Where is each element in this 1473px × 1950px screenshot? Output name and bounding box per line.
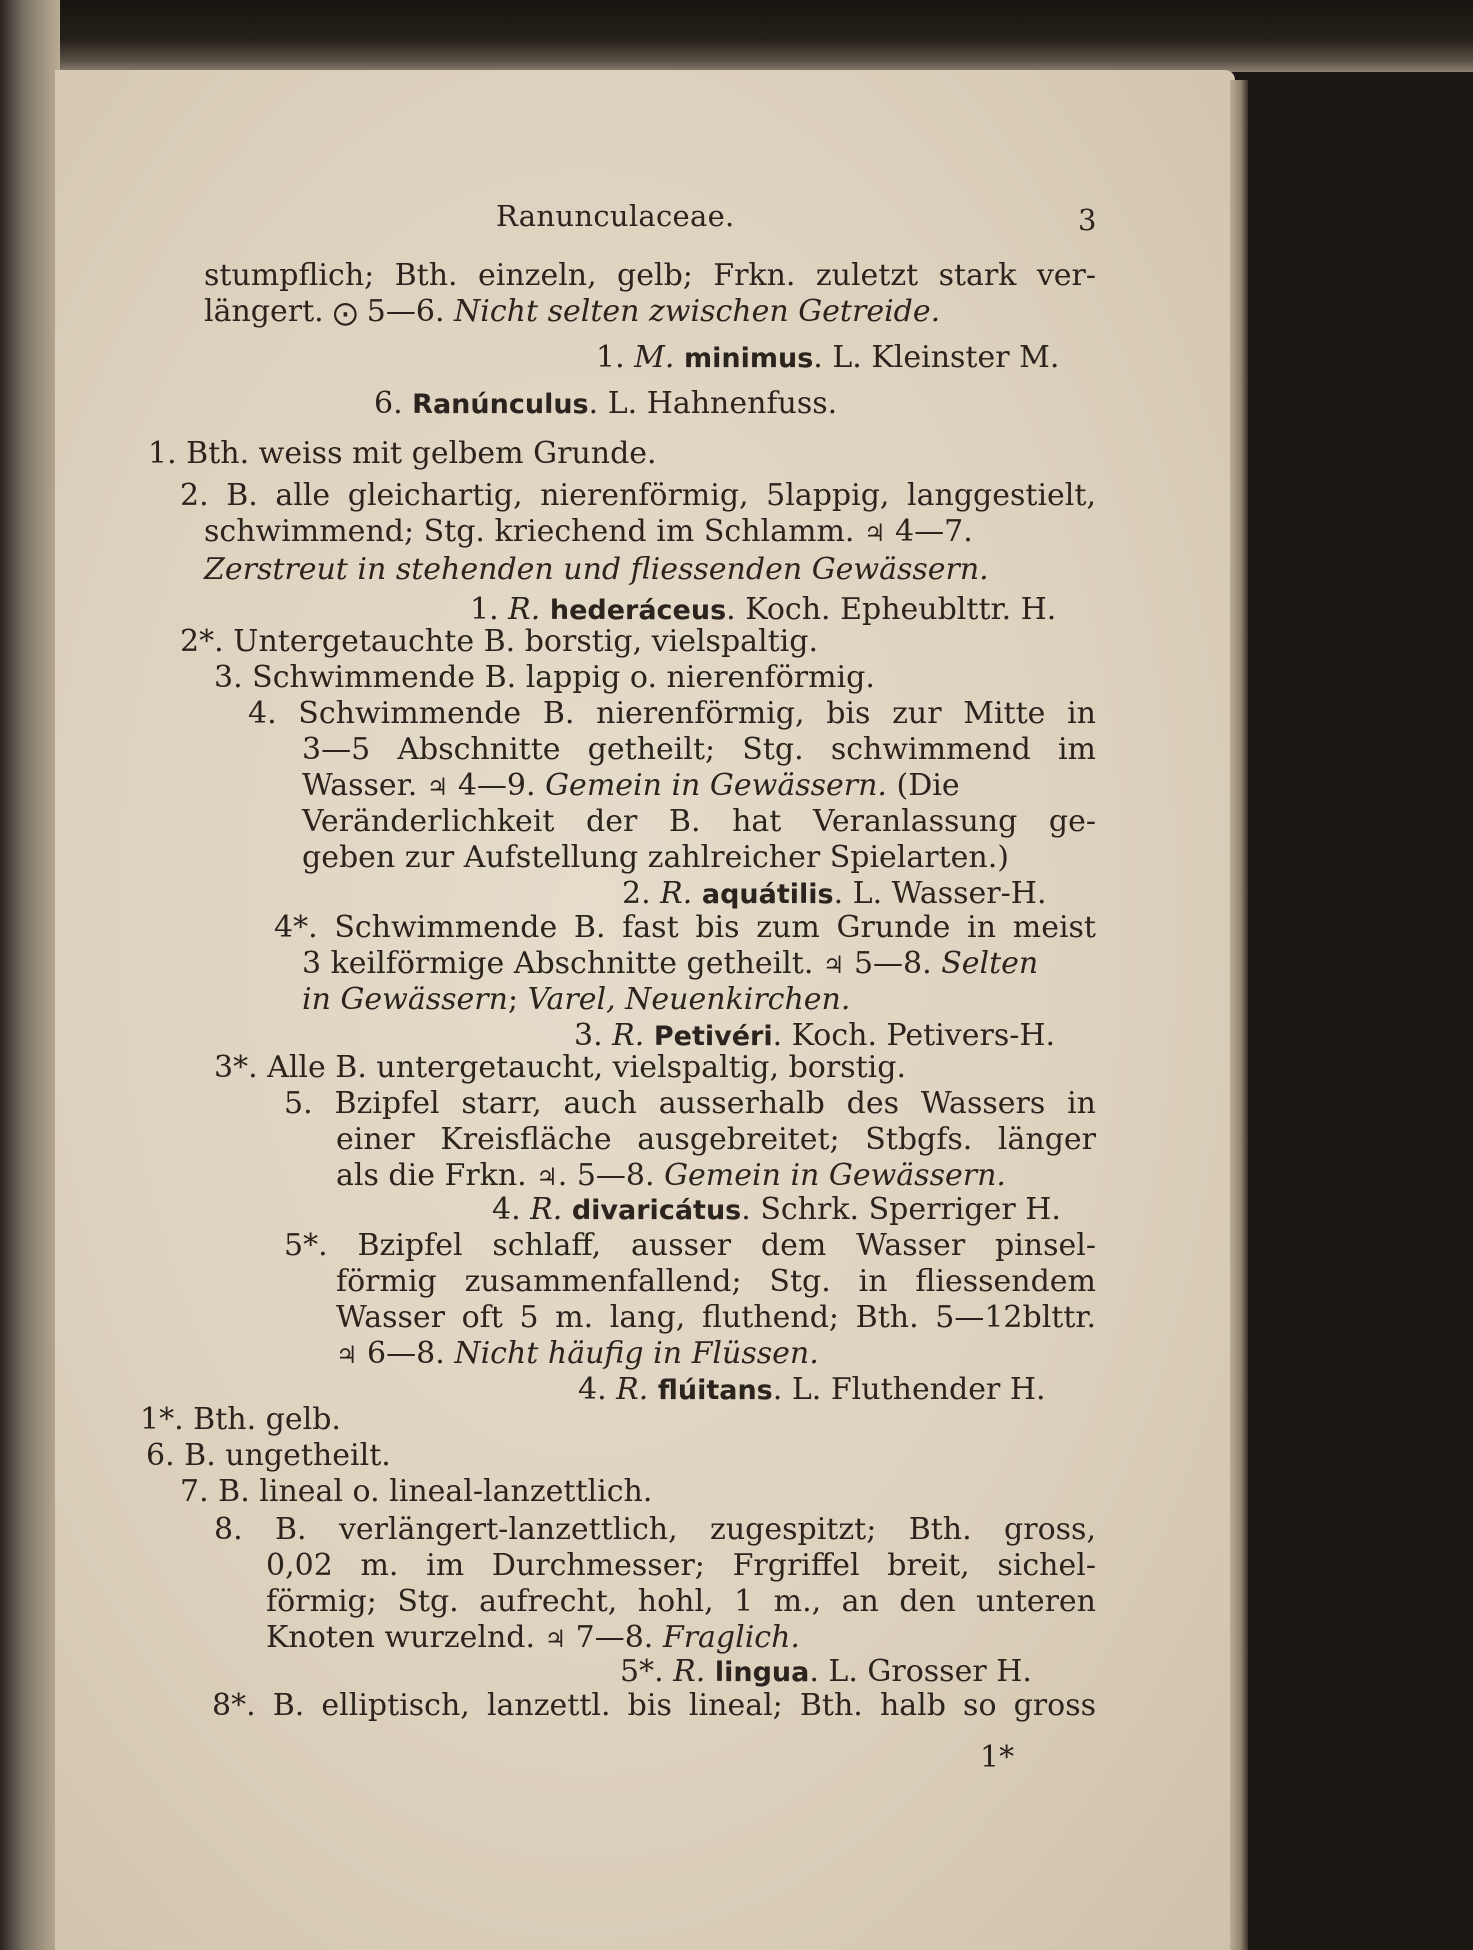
habitat-note: in Gewässern (302, 982, 508, 1017)
text-span: . L. Wasser-H. (833, 876, 1047, 911)
genus-abbrev: R. (673, 1654, 706, 1689)
text-line (204, 294, 940, 331)
genus-abbrev: R. (612, 1018, 645, 1053)
text-span: Wasser. (302, 768, 427, 803)
text-line: 3—5 Abschnitte getheilt; Stg. schwimmend im (302, 732, 1096, 767)
text-line (266, 1620, 800, 1657)
genus-abbrev: R. (616, 1372, 649, 1407)
text-span: 5—6. (357, 294, 455, 329)
text-line: 2. B. alle gleichartig, nierenförmig, 5lappig, langgestielt, (180, 478, 1096, 513)
text-line: 4. Schwimmende B. nierenförmig, bis zur Mitte in (248, 696, 1096, 731)
species-line (620, 1654, 1032, 1691)
genus-heading (374, 386, 837, 423)
text-span: . Koch. Epheublttr. H. (726, 592, 1057, 627)
habitat-note: Selten (941, 946, 1039, 981)
text-span: schwimmend; Stg. kriechend im Schlamm. (204, 514, 864, 549)
habitat-note: Fraglich. (662, 1620, 800, 1655)
book-spine (0, 0, 60, 1950)
text-span: 1. (596, 340, 635, 375)
text-line: 7. B. lineal o. lineal-lanzettlich. (180, 1474, 653, 1509)
text-span (705, 1654, 715, 1689)
text-line: 0,02 m. im Durchmesser; Frgriffel breit, sichel- (266, 1548, 1096, 1583)
perennial-symbol-icon: ♃ (544, 1625, 567, 1653)
text-span: . L. Fluthender H. (772, 1372, 1046, 1407)
text-line: 3. Schwimmende B. lappig o. nierenförmig. (214, 660, 875, 695)
text-span: 5*. (620, 1654, 674, 1689)
text-span: 2. (622, 876, 661, 911)
running-title: Ranunculaceae. (496, 199, 735, 233)
perennial-symbol-icon: ♃ (822, 951, 845, 979)
text-span: ; (507, 982, 528, 1017)
text-span (648, 1372, 658, 1407)
text-line: Wasser oft 5 m. lang, fluthend; Bth. 5—12blttr. (336, 1300, 1096, 1335)
page-edge (1230, 80, 1248, 1950)
annual-symbol-icon: ⨀ (333, 299, 358, 327)
perennial-symbol-icon: ♃ (336, 1341, 358, 1369)
text-line (336, 1336, 819, 1373)
genus-abbrev: R. (660, 876, 693, 911)
text-line: 1*. Bth. gelb. (140, 1402, 341, 1437)
genus-abbrev: R. (508, 592, 541, 627)
habitat-note: Zerstreut in stehenden und fliessenden Gewässern. (204, 552, 989, 587)
text-span: . L. Grosser H. (809, 1654, 1032, 1689)
signature-mark: 1* (980, 1740, 1015, 1775)
text-span: 6—8. (357, 1336, 455, 1371)
text-line (302, 768, 960, 805)
text-line (336, 1158, 1006, 1195)
text-span: 7—8. (566, 1620, 663, 1655)
genus-name: Ranúnculus (412, 389, 589, 420)
text-span: 4. (578, 1372, 617, 1407)
perennial-symbol-icon: ♃ (426, 773, 449, 801)
text-span: 3. (574, 1018, 613, 1053)
text-line: stumpflich; Bth. einzeln, gelb; Frkn. zuletzt stark ver- (204, 258, 1096, 293)
text-line: förmig; Stg. aufrecht, hohl, 1 m., an den unteren (266, 1584, 1096, 1619)
page-number: 3 (1078, 203, 1097, 237)
habitat-note: Nicht häufig in Flüssen. (454, 1336, 819, 1371)
text-span: . Schrk. Sperriger H. (741, 1192, 1061, 1227)
book-cover-top (0, 0, 1473, 72)
text-span: 6. (374, 386, 413, 421)
text-span (674, 340, 684, 375)
text-span: 1. (470, 592, 509, 627)
text-span: . Koch. Petivers-H. (772, 1018, 1056, 1053)
text-line (302, 946, 1038, 983)
perennial-symbol-icon: ♃ (536, 1163, 558, 1191)
text-span (562, 1192, 572, 1227)
species-line (596, 340, 1059, 377)
species-name: hederáceus (549, 595, 727, 626)
species-name: flúitans (657, 1375, 773, 1406)
text-line: 5. Bzipfel starr, auch ausserhalb des Wassers in (284, 1086, 1096, 1121)
text-line (204, 514, 973, 551)
text-line: 3*. Alle B. untergetaucht, vielspaltig, borstig. (214, 1050, 906, 1085)
genus-abbrev: R. (530, 1192, 563, 1227)
species-name: divaricátus (571, 1195, 742, 1226)
text-line: Veränderlichkeit der B. hat Veranlassung ge- (302, 804, 1096, 839)
species-name: lingua (714, 1657, 810, 1688)
text-line: 1. Bth. weiss mit gelbem Grunde. (148, 436, 657, 471)
text-span: . L. Kleinster M. (813, 340, 1060, 375)
text-span: 5—8. (844, 946, 942, 981)
text-span: . L. Hahnenfuss. (588, 386, 838, 421)
text-line: geben zur Aufstellung zahlreicher Spielarten.) (302, 840, 1009, 875)
text-line: 2*. Untergetauchte B. borstig, vielspaltig. (180, 624, 819, 659)
habitat-note: Nicht selten zwischen Getreide. (454, 294, 941, 329)
text-span (644, 1018, 654, 1053)
genus-abbrev: M. (634, 340, 675, 375)
species-name: aquátilis (701, 879, 834, 910)
species-name: Petivéri (653, 1021, 773, 1052)
text-line (302, 982, 850, 1018)
text-span: Knoten wurzelnd. (266, 1620, 545, 1655)
text-span: 4—7. (885, 514, 973, 549)
text-line: 5*. Bzipfel schlaff, ausser dem Wasser pinsel- (284, 1228, 1096, 1263)
locality-note: Varel, Neuenkirchen. (527, 982, 851, 1017)
text-span (692, 876, 702, 911)
species-name: minimus (683, 343, 814, 374)
text-span: 4—9. (448, 768, 546, 803)
text-span (540, 592, 550, 627)
text-span: 4. (492, 1192, 531, 1227)
text-line: 8*. B. elliptisch, lanzettl. bis lineal; Bth. halb so gross (212, 1688, 1096, 1723)
text-span: 3 keilförmige Abschnitte getheilt. (302, 946, 823, 981)
text-span: längert. (204, 294, 334, 329)
species-line (492, 1192, 1061, 1229)
species-line (578, 1372, 1046, 1409)
text-line: 6. B. ungetheilt. (146, 1438, 391, 1473)
text-line: förmig zusammenfallend; Stg. in fliessendem (336, 1264, 1096, 1299)
species-line (622, 876, 1046, 913)
text-span: als die Frkn. (336, 1158, 537, 1193)
text-span: . 5—8. (557, 1158, 665, 1193)
text-line: einer Kreisfläche ausgebreitet; Stbgfs. länger (336, 1122, 1096, 1157)
text-line: 8. B. verlängert-lanzettlich, zugespitzt; Bth. gross, (214, 1512, 1096, 1547)
text-line: 4*. Schwimmende B. fast bis zum Grunde in meist (274, 910, 1096, 945)
text-span: (Die (886, 768, 960, 803)
habitat-note: Gemein in Gewässern. (664, 1158, 1006, 1193)
habitat-note: Gemein in Gewässern. (545, 768, 887, 803)
perennial-symbol-icon: ♃ (864, 519, 886, 547)
